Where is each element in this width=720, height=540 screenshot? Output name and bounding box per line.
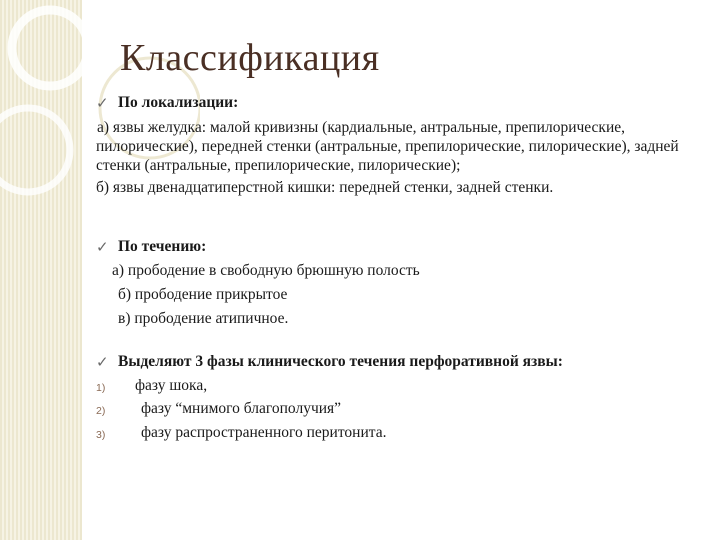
section-heading-localization: По локализации: — [118, 94, 239, 111]
checkmark-icon: ✓ — [96, 238, 109, 256]
section-heading-phases: Выделяют 3 фазы клинического течения перфоративной язвы: — [118, 353, 563, 370]
section-heading-course: По течению: — [118, 238, 207, 255]
localization-details — [96, 118, 708, 197]
phase-item: фазу распространенного перитонита. — [141, 424, 387, 441]
slide-title: Классификация — [120, 37, 380, 79]
course-item: а) прободение в свободную брюшную полость — [112, 262, 420, 279]
phase-item: фазу шока, — [135, 377, 208, 394]
phase-item: фазу “мнимого благополучия” — [141, 400, 342, 417]
checkmark-icon: ✓ — [96, 94, 109, 112]
list-number: 2) — [96, 405, 106, 417]
course-item: б) прободение прикрытое — [118, 286, 288, 303]
list-number: 3) — [96, 429, 106, 441]
checkmark-icon: ✓ — [96, 353, 109, 371]
localization-duodenal-ulcers: б) язвы двенадцатиперстной кишки: передней стенки, задней стенки. — [96, 179, 554, 196]
list-number: 1) — [96, 382, 106, 394]
course-item: в) прободение атипичное. — [118, 310, 289, 327]
localization-gastric-ulcers: а) язвы желудка: малой кривизны (кардиальные, антральные, препилорические, пилорические), передней стенки (антральные, препилорические, пилорические), задней стенки (антральные, препилорические, пилорические); — [96, 119, 679, 174]
